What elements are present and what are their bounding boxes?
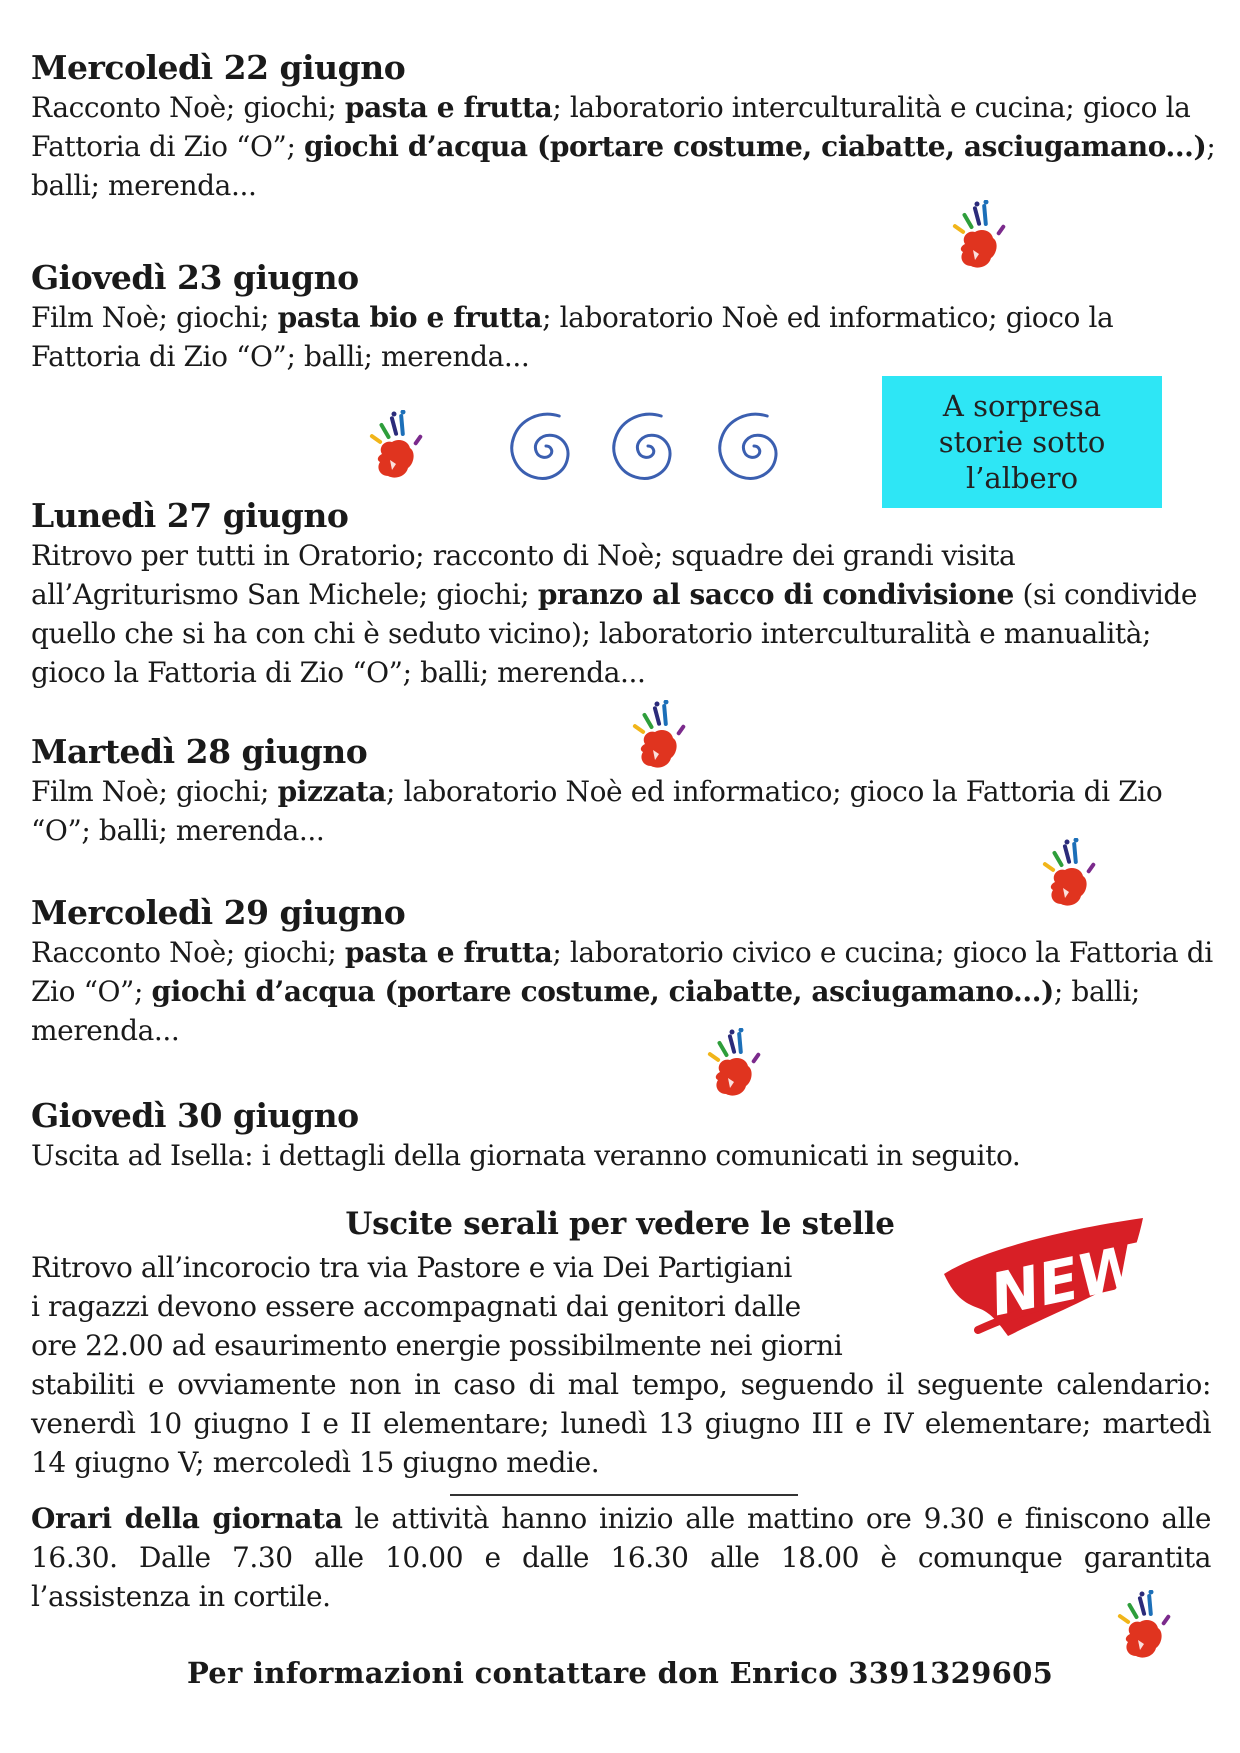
orari-text: Orari della giornata le attività hanno inizio alle mattino ore 9.30 e finiscono alle 16.30. Dalle 7.30 alle 10.00 e dalle 16.30 alle 18.00 è comunque garantita l’assistenza in cortile.: [31, 1502, 1211, 1613]
stars-line: Ritrovo all’incorocio tra via Pastore e via Dei Partigiani: [31, 1251, 792, 1284]
stars-details: stabiliti e ovviamente non in caso di mal tempo, seguendo il seguente calendario: venerdì 10 giugno I e II elementare; lunedì 13 giugno III e IV elementare; martedì 14 giugno V; mercoledì 15 giugno medie.: [31, 1368, 1211, 1479]
day-description: Film Noè; giochi; pizzata; laboratorio Noè ed informatico; gioco la Fattoria di Zio “O”; balli; merenda...: [31, 775, 1163, 847]
day-description: Ritrovo per tutti in Oratorio; racconto di Noè; squadre dei grandi visita all’Agriturismo San Michele; giochi; pranzo al sacco di condivisione (si condivide quello che si ha con chi è seduto vicino); laboratorio interculturalità e manualità; gioco la Fattoria di Zio “O”; balli; merenda...: [31, 539, 1198, 689]
surprise-line: l’albero: [965, 461, 1079, 495]
day-title: Mercoledì 29 giugno: [31, 893, 406, 932]
surprise-box: [882, 376, 1162, 508]
surprise-line: storie sotto: [938, 425, 1106, 459]
day-description: Racconto Noè; giochi; pasta e frutta; laboratorio interculturalità e cucina; gioco la Fattoria di Zio “O”; giochi d’acqua (portare costume, ciabatte, asciugamano...); balli; merenda...: [31, 91, 1216, 202]
day-description: Racconto Noè; giochi; pasta e frutta; laboratorio civico e cucina; gioco la Fattoria di Zio “O”; giochi d’acqua (portare costume, ciabatte, asciugamano...); balli; merenda...: [31, 936, 1213, 1047]
new-badge-icon: [938, 1212, 1153, 1352]
day-title: Lunedì 27 giugno: [31, 496, 349, 535]
hand-print-icon: [352, 410, 432, 490]
day-section: [31, 48, 1221, 205]
spiral-icon: [706, 398, 802, 482]
day-section: [31, 496, 1221, 692]
day-section: [31, 1096, 1221, 1175]
day-section: [31, 258, 1221, 376]
day-section: [31, 893, 1221, 1050]
spiral-icon: [600, 398, 696, 482]
surprise-line: A sorpresa: [942, 389, 1102, 423]
day-title: Martedì 28 giugno: [31, 732, 368, 771]
new-badge-text: NEW: [984, 1231, 1148, 1330]
section-title: Uscite serali per vedere le stelle: [345, 1206, 895, 1242]
day-description: Film Noè; giochi; pasta bio e frutta; laboratorio Noè ed informatico; gioco la Fattoria di Zio “O”; balli; merenda...: [31, 301, 1114, 373]
day-section: [31, 732, 1221, 850]
stars-line: ore 22.00 ad esaurimento energie possibilmente nei giorni: [31, 1329, 843, 1362]
day-title: Mercoledì 22 giugno: [31, 48, 406, 87]
day-title: Giovedì 30 giugno: [31, 1096, 359, 1135]
contact-footer: Per informazioni contattare don Enrico 3391329605: [186, 1656, 1054, 1690]
day-title: Giovedì 23 giugno: [31, 258, 359, 297]
divider: [450, 1494, 798, 1496]
orari-section: [31, 1499, 1221, 1616]
day-description: Uscita ad Isella: i dettagli della giornata veranno comunicati in seguito.: [31, 1139, 1021, 1172]
orari-label: Orari della giornata: [31, 1502, 343, 1535]
stars-line: i ragazzi devono essere accompagnati dai genitori dalle: [31, 1290, 801, 1323]
spiral-icon: [498, 398, 594, 482]
